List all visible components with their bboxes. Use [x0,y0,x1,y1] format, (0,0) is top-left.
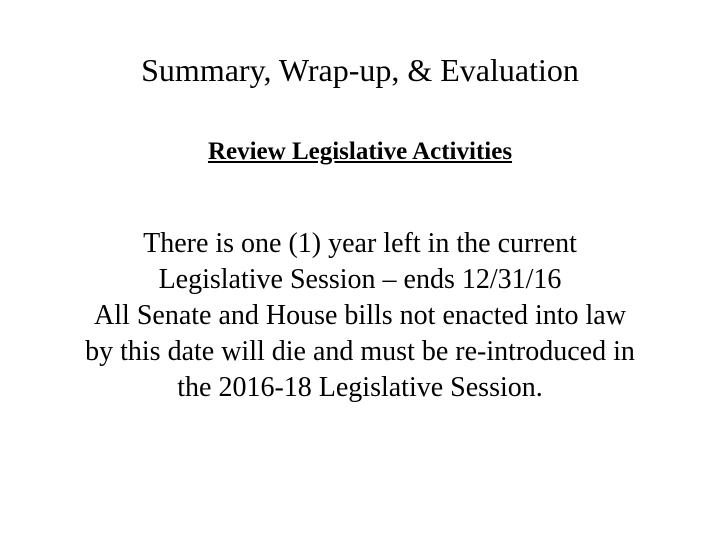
slide-title: Summary, Wrap-up, & Evaluation [141,52,579,88]
slide-body [0,226,720,406]
body-line: Legislative Session – ends 12/31/16 [158,264,562,295]
body-line: the 2016-18 Legislative Session. [177,372,543,403]
body-line: by this date will die and must be re-introduced in [85,336,635,367]
body-line: There is one (1) year left in the current [143,228,577,259]
slide-subtitle: Review Legislative Activities [207,138,513,165]
body-line: All Senate and House bills not enacted into law [94,300,626,331]
